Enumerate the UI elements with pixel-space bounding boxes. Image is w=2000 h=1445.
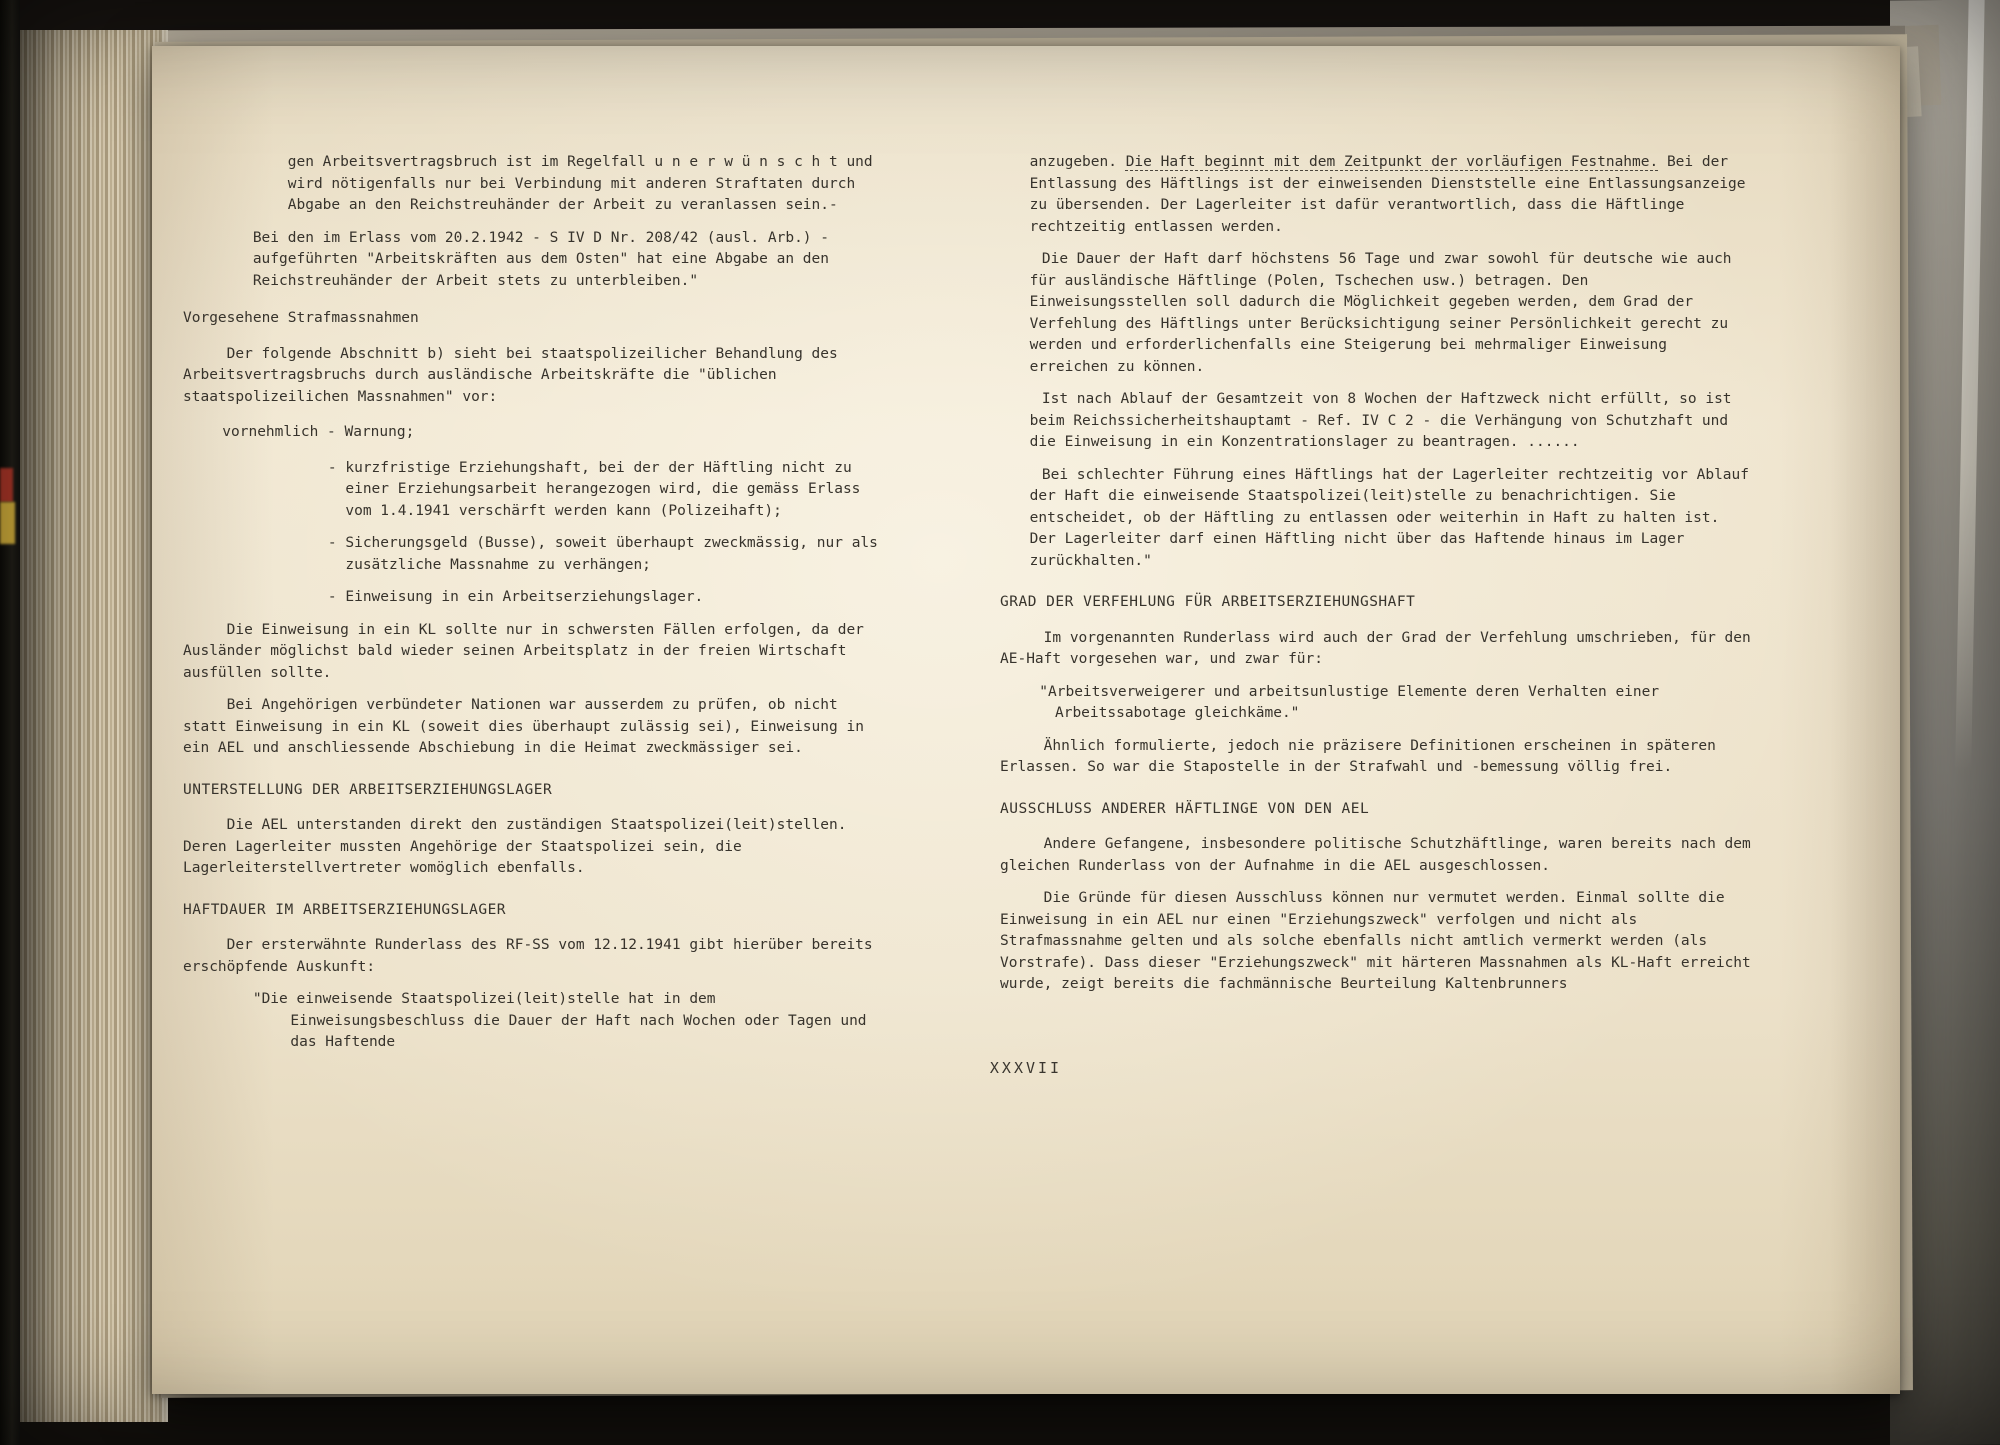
paragraph: gen Arbeitsvertragsbruch ist im Regelfall u n e r w ü n s c h t und wird nötigenfalls nur bei Verbindung mit anderen Straftaten durch Abgabe an den Reichstreuhänder der Arbeit zu veranlassen sein.- <box>287 154 873 213</box>
section-heading: AUSSCHLUSS ANDERER HÄFTLINGE VON DEN AEL <box>1000 800 1370 817</box>
paragraph: Die Dauer der Haft darf höchstens 56 Tage und zwar sowohl für deutsche wie auch für ausländische Häftlinge (Polen, Tschechen usw.) betragen. Den Einweisungsstellen soll dadurch die Möglichkeit gegeben werden, dem Grad der Verfehlung des Häftlings unter Berücksichtigung seiner Persönlichkeit gerecht zu werden und erforderlichenfalls eine Steigerung bei mehrmaliger Einweisung erreichen zu können. <box>1029 251 1732 375</box>
left-page-edge-stack <box>0 30 168 1422</box>
paragraph: Im vorgenannten Runderlass wird auch der Grad der Verfehlung umschrieben, für den AE-Haft vorgesehen war, und zwar für: <box>1000 629 1751 667</box>
paragraph: Die AEL unterstanden direkt den zuständigen Staatspolizei(leit)stellen. Deren Lagerleiter mussten Angehörige der Staatspolizei sein, die Lagerleiterstellvertreter womöglich ebenfalls. <box>183 817 847 876</box>
paragraph: "Arbeitsverweigerer und arbeitsunlustige Elemente deren Verhalten einer Arbeitssabotage gleichkäme." <box>1039 683 1660 721</box>
paragraph: Der ersterwähnte Runderlass des RF-SS vom 12.12.1941 gibt hierüber bereits erschöpfende Auskunft: <box>183 937 873 975</box>
paragraph: - Einweisung in ein Arbeitserziehungslager. <box>327 589 704 605</box>
red-edge-mark <box>0 468 13 502</box>
paragraph: Die Gründe für diesen Ausschluss können nur vermutet werden. Einmal sollte die Einweisung in ein AEL nur einen "Erziehungszweck" verfolgen und nicht als Strafmassnahme gelten und als solche ebenfalls nicht amtlich vermerkt werden (als Vorstrafe). Dass dieser "Erziehungszweck" mit härteren Massnahmen als KL-Haft erreicht wurde, zeigt bereits die fachmännische Beurteilung Kaltenbrunners <box>1000 890 1751 992</box>
scanned-page <box>152 46 1900 1394</box>
paragraph: Vorgesehene Strafmassnahmen <box>183 310 419 326</box>
paragraph: Bei Angehörigen verbündeter Nationen war ausserdem zu prüfen, ob nicht statt Einweisung in ein KL (soweit dies überhaupt zulässig sei), Einweisung in ein AEL und anschliessende Abschiebung in die Heimat zweckmässiger sei. <box>183 697 864 756</box>
dashed-underlined-text: Die Haft beginnt mit dem Zeitpunkt der vorläufigen Festnahme. <box>1125 154 1659 170</box>
paragraph: Ähnlich formulierte, jedoch nie präzisere Definitionen erscheinen in späteren Erlassen. So war die Stapostelle in der Strafwahl und -bemessung völlig frei. <box>1000 737 1716 775</box>
paragraph: Bei den im Erlass vom 20.2.1942 - S IV D Nr. 208/42 (ausl. Arb.) - aufgeführten "Arbeitskräften aus dem Osten" hat eine Abgabe an den Reichstreuhänder der Arbeit stets zu unterbleiben." <box>252 229 829 289</box>
paragraph: Bei schlechter Führung eines Häftlings hat der Lagerleiter rechtzeitig vor Ablauf der Haft die einweisende Staatspolizei(leit)stelle zu benachrichtigen. Sie entscheidet, ob der Häftling zu entlassen oder weiterhin in Haft zu halten ist. Der Lagerleiter darf einen Häftling nicht über das Haftende hinaus im Lager zurückhalten." <box>1029 466 1749 569</box>
paragraph: "Die einweisende Staatspolizei(leit)stelle hat in dem Einweisungsbeschluss die Dauer der Haft nach Wochen oder Tagen und das Haftende <box>252 991 867 1050</box>
yellow-edge-mark <box>0 502 15 544</box>
paragraph: - kurzfristige Erziehungshaft, bei der der Häftling nicht zu einer Erziehungsarbeit herangezogen wird, die gemäss Erlass vom 1.4.1941 verschärft werden kann (Polizeihaft); <box>327 459 861 519</box>
paragraph: Ist nach Ablauf der Gesamtzeit von 8 Wochen der Haftzweck nicht erfüllt, so ist beim Reichssicherheitshauptamt - Ref. IV C 2 - die Verhängung von Schutzhaft und die Einweisung in ein Konzentrationslager zu beantragen. ...... <box>1029 391 1732 450</box>
book-cover-edge <box>0 0 20 1445</box>
left-column <box>183 152 888 1065</box>
paragraph: anzugeben. Die Haft beginnt mit dem Zeitpunkt der vorläufigen Festnahme. Bei der Entlassung des Häftlings ist der einweisenden Dienststelle eine Entlassungsanzeige zu übersenden. Der Lagerleiter ist dafür verantwortlich, dass die Häftlinge rechtzeitig entlassen werden. <box>1029 154 1746 235</box>
section-heading: HAFTDAUER IM ARBEITSERZIEHUNGSLAGER <box>183 901 507 918</box>
page-number: XXXVII <box>989 1059 1063 1077</box>
paragraph: Andere Gefangene, insbesondere politische Schutzhäftlinge, waren bereits nach dem gleichen Runderlass von der Aufnahme in die AEL ausgeschlossen. <box>1000 836 1751 874</box>
paragraph: vornehmlich - Warnung; <box>222 424 415 440</box>
section-heading: UNTERSTELLUNG DER ARBEITSERZIEHUNGSLAGER <box>183 781 553 798</box>
paragraph: Der folgende Abschnitt b) sieht bei staatspolizeilicher Behandlung des Arbeitsvertragsbruchs durch ausländische Arbeitskräfte die "üblichen staatspolizeilichen Massnahmen" vor: <box>183 345 838 405</box>
paragraph: - Sicherungsgeld (Busse), soweit überhaupt zweckmässig, nur als zusätzliche Massnahme zu verhängen; <box>327 535 878 573</box>
paragraph: Die Einweisung in ein KL sollte nur in schwersten Fällen erfolgen, da der Ausländer möglichst bald wieder seinen Arbeitsplatz in der freien Wirtschaft ausfüllen sollte. <box>183 621 864 681</box>
section-heading: GRAD DER VERFEHLUNG FÜR ARBEITSERZIEHUNGSHAFT <box>1000 594 1416 610</box>
right-column <box>1000 152 1752 1007</box>
